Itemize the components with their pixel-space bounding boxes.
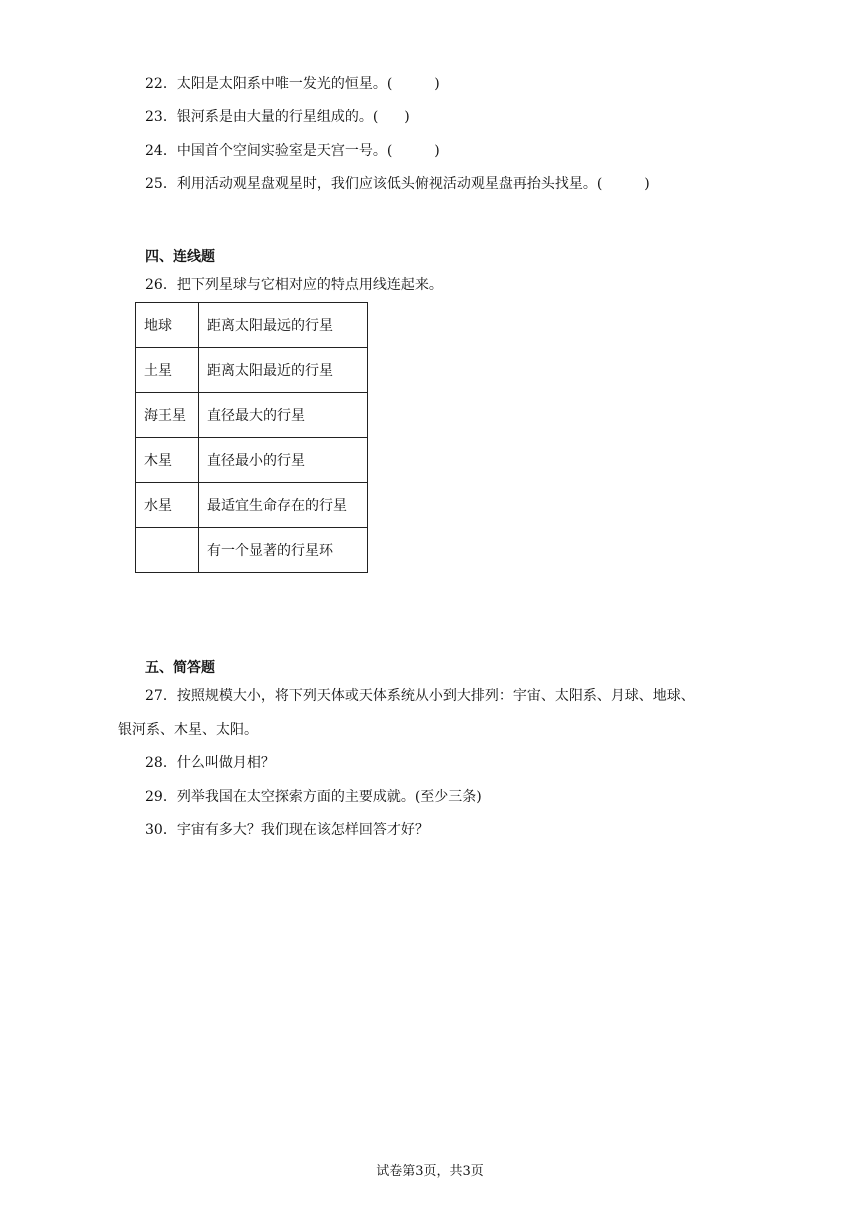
table-row [136,393,368,438]
question-23-text: 银河系是由大量的行星组成的。( [176,109,379,125]
feature-cell: 距离太阳最远的行星 [199,303,368,348]
question-30: 30．宇宙有多大？我们现在该怎样回答才好？ [145,822,429,838]
question-22-text: 太阳是太阳系中唯一发光的恒星。( [176,76,393,92]
question-25 [145,174,650,194]
planet-cell [136,528,199,573]
question-25-text: 利用活动观星盘观星时，我们应该低头俯视活动观星盘再抬头找星。( [176,176,603,192]
question-27-line-1: 27．按照规模大小，将下列天体或天体系统从小到大排列：宇宙、太阳系、月球、地球、 [145,688,695,704]
feature-cell: 最适宜生命存在的行星 [199,483,368,528]
question-23-number: 23． [145,109,177,125]
question-28: 28．什么叫做月相？ [145,755,275,771]
matching-table [135,302,368,573]
question-24-number: 24． [145,143,177,159]
table-row [136,348,368,393]
planet-cell: 土星 [136,348,199,393]
planet-cell: 地球 [136,303,199,348]
section-4-title: 四、连线题 [145,249,215,265]
feature-cell: 直径最小的行星 [199,438,368,483]
planet-cell: 海王星 [136,393,199,438]
feature-cell: 有一个显著的行星环 [199,528,368,573]
table-row [136,483,368,528]
question-23-close: ) [404,109,410,125]
question-29: 29．列举我国在太空探索方面的主要成就。(至少三条) [145,789,482,805]
page-footer: 试卷第3页，共3页 [376,1164,484,1179]
question-24-close: ) [434,143,440,159]
question-23 [145,107,410,127]
planet-cell: 木星 [136,438,199,483]
question-22-close: ) [434,76,440,92]
question-24-text: 中国首个空间实验室是天宫一号。( [176,143,393,159]
question-24 [145,141,440,161]
question-22 [145,74,440,94]
table-row [136,438,368,483]
question-22-number: 22． [145,76,177,92]
feature-cell: 距离太阳最近的行星 [199,348,368,393]
question-25-close: ) [644,176,650,192]
question-26: 26．把下列星球与它相对应的特点用线连起来。 [145,277,443,293]
section-5-title: 五、简答题 [145,660,215,676]
question-25-number: 25． [145,176,177,192]
feature-cell: 直径最大的行星 [199,393,368,438]
table-row [136,528,368,573]
table-row [136,303,368,348]
planet-cell: 水星 [136,483,199,528]
question-27-line-2: 银河系、木星、太阳。 [118,722,258,738]
